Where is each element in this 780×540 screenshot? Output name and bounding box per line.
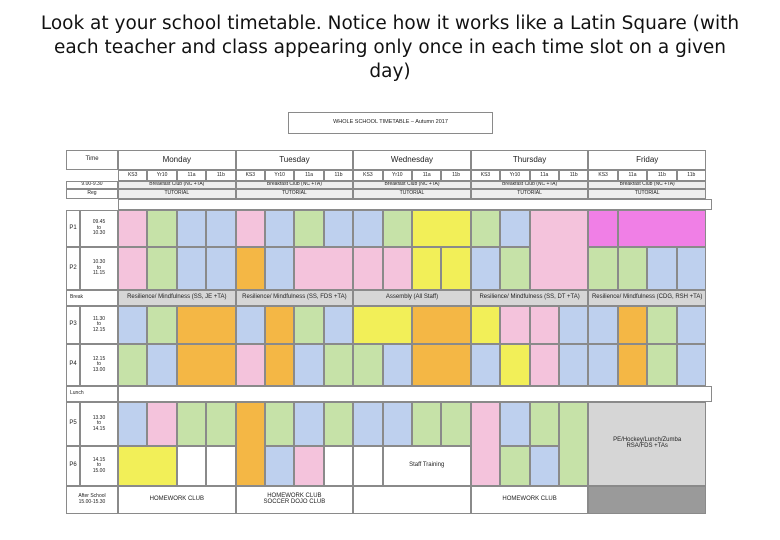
resilience-thursday: Resilience/ Mindfulness (SS, DT +TA)	[471, 290, 589, 306]
class-header: 11b	[441, 170, 470, 181]
class-header: KS3	[118, 170, 147, 181]
tutorial-cell: TUTORIAL	[353, 189, 471, 199]
lesson-block	[530, 446, 559, 486]
period-label-p2: P2	[66, 247, 80, 290]
lesson-block	[324, 344, 353, 386]
lesson-block	[500, 344, 529, 386]
breakfast-club-cell: Breakfast Club (NC +TA)	[588, 181, 706, 189]
lesson-block	[618, 210, 706, 247]
school-timetable	[66, 110, 712, 518]
day-header-wednesday: Wednesday	[353, 150, 471, 170]
homework-club-thursday: HOMEWORK CLUB	[471, 486, 589, 514]
day-header-tuesday: Tuesday	[236, 150, 354, 170]
lesson-block	[294, 210, 323, 247]
lesson-block	[265, 402, 294, 446]
class-header: 11b	[647, 170, 676, 181]
period-time-p6: 14.15 to 15.00	[80, 446, 118, 486]
class-header: 11a	[294, 170, 323, 181]
lesson-block	[441, 247, 470, 290]
lesson-block	[353, 402, 382, 446]
lesson-block	[471, 210, 500, 247]
period-label-p1: P1	[66, 210, 80, 247]
day-header-monday: Monday	[118, 150, 236, 170]
lesson-block	[677, 306, 706, 344]
lesson-block	[206, 247, 235, 290]
lesson-block	[647, 344, 676, 386]
lesson-block	[530, 344, 559, 386]
lesson-block	[500, 446, 529, 486]
empty-cell	[324, 446, 353, 486]
lesson-block	[177, 210, 206, 247]
lesson-block	[588, 344, 617, 386]
empty-cell	[353, 446, 382, 486]
lesson-block	[618, 306, 647, 344]
day-header-friday: Friday	[588, 150, 706, 170]
after-school-friday	[588, 486, 706, 514]
lesson-block	[383, 402, 412, 446]
class-header: 11a	[177, 170, 206, 181]
lesson-block	[118, 402, 147, 446]
after-school-wednesday	[353, 486, 471, 514]
lesson-block	[500, 247, 529, 290]
lesson-block	[500, 306, 529, 344]
empty-cell	[206, 446, 235, 486]
day-header-thursday: Thursday	[471, 150, 589, 170]
lesson-block	[265, 210, 294, 247]
lesson-block	[236, 344, 265, 386]
class-header: KS3	[471, 170, 500, 181]
lesson-block	[294, 344, 323, 386]
page-headline: Look at your school timetable. Notice how it works like a Latin Square (with each teacher and class appearing only once in each time slot on a given day)	[40, 13, 740, 82]
lesson-block	[147, 344, 176, 386]
resilience-monday: Resilience/ Mindfulness (SS, JE +TA)	[118, 290, 236, 306]
lesson-block	[265, 344, 294, 386]
class-header: 11a	[530, 170, 559, 181]
lesson-block	[677, 344, 706, 386]
class-header: 11a	[618, 170, 647, 181]
tutorial-cell: TUTORIAL	[588, 189, 706, 199]
reg-label: Reg	[66, 189, 118, 199]
resilience-tuesday: Resilience/ Mindfulness (SS, FDS +TA)	[236, 290, 354, 306]
lesson-block	[353, 344, 382, 386]
lesson-block	[647, 306, 676, 344]
friday-pe-block: PE/Hockey/Lunch/Zumba RSA/FDS +TAs	[588, 402, 706, 486]
lesson-block	[147, 210, 176, 247]
lesson-block	[147, 247, 176, 290]
lesson-block	[265, 306, 294, 344]
lesson-block	[530, 210, 589, 290]
lesson-block	[618, 344, 647, 386]
class-header: Yr10	[500, 170, 529, 181]
class-header: KS3	[236, 170, 265, 181]
lesson-block	[500, 210, 529, 247]
timetable-title: WHOLE SCHOOL TIMETABLE – Autumn 2017	[288, 112, 493, 134]
lesson-block	[177, 247, 206, 290]
lesson-block	[206, 210, 235, 247]
tutorial-cell: TUTORIAL	[118, 189, 236, 199]
lesson-block	[177, 306, 236, 344]
lesson-block	[412, 344, 471, 386]
lesson-block	[324, 210, 353, 247]
class-header: KS3	[588, 170, 617, 181]
homework-club-tuesday: HOMEWORK CLUB SOCCER DOJO CLUB	[236, 486, 354, 514]
lesson-block	[236, 247, 265, 290]
breakfast-club-cell: Breakfast Club (NC +TA)	[471, 181, 589, 189]
lesson-block	[471, 344, 500, 386]
lesson-block	[236, 306, 265, 344]
lesson-block	[265, 247, 294, 290]
lesson-block	[118, 247, 147, 290]
lesson-block	[530, 402, 559, 446]
period-time-p3: 11.30 to 12.15	[80, 306, 118, 344]
lesson-block	[588, 247, 617, 290]
tutorial-cell: TUTORIAL	[236, 189, 354, 199]
lesson-block	[412, 210, 471, 247]
lesson-block	[412, 306, 471, 344]
lesson-block	[588, 306, 617, 344]
lesson-block	[618, 247, 647, 290]
class-header: 11b	[324, 170, 353, 181]
lesson-block	[118, 344, 147, 386]
homework-club-monday: HOMEWORK CLUB	[118, 486, 236, 514]
lesson-block	[236, 210, 265, 247]
tutorial-cell: TUTORIAL	[471, 189, 589, 199]
lesson-block	[588, 210, 617, 247]
lesson-block	[177, 402, 206, 446]
lesson-block	[324, 306, 353, 344]
period-label-p4: P4	[66, 344, 80, 386]
lesson-block	[206, 402, 235, 446]
class-header: Yr10	[265, 170, 294, 181]
lesson-block	[147, 402, 176, 446]
lesson-block	[177, 344, 236, 386]
class-header: KS3	[353, 170, 382, 181]
lesson-block	[118, 210, 147, 247]
time-header: Time	[66, 150, 118, 170]
lesson-block	[559, 306, 588, 344]
lesson-block	[500, 402, 529, 446]
lesson-block	[353, 306, 412, 344]
class-header: 11b	[206, 170, 235, 181]
resilience-friday: Resilience/ Mindfulness (CDG, RSH +TA)	[588, 290, 706, 306]
period-time-p1: 09.45 to 10.30	[80, 210, 118, 247]
breakfast-club-cell: Breakfast Club (NC +TA)	[118, 181, 236, 189]
lesson-block	[530, 306, 559, 344]
assembly-wednesday: Assembly (All Staff)	[353, 290, 471, 306]
lesson-block	[383, 247, 412, 290]
class-header: 11b	[677, 170, 706, 181]
spacer-row	[118, 199, 712, 210]
after-school-label: After School 15.00-15.30	[66, 486, 118, 514]
period-time-p5: 13.30 to 14.15	[80, 402, 118, 446]
class-header: Yr10	[147, 170, 176, 181]
period-label-p6: P6	[66, 446, 80, 486]
empty-cell	[177, 446, 206, 486]
start-time: 9.00-9.30	[66, 181, 118, 189]
lesson-block	[471, 306, 500, 344]
lesson-block	[353, 210, 382, 247]
class-header: Yr10	[383, 170, 412, 181]
lesson-block	[677, 247, 706, 290]
lesson-block	[559, 402, 588, 486]
lesson-block	[383, 210, 412, 247]
lesson-block	[236, 402, 265, 486]
period-label-p3: P3	[66, 306, 80, 344]
period-time-p4: 12.15 to 13.00	[80, 344, 118, 386]
lesson-block	[118, 306, 147, 344]
lesson-block	[383, 344, 412, 386]
class-header: 11b	[559, 170, 588, 181]
lesson-block	[471, 247, 500, 290]
lesson-block	[118, 446, 177, 486]
lesson-block	[324, 402, 353, 446]
breakfast-club-cell: Breakfast Club (NC +TA)	[236, 181, 354, 189]
class-header: 11a	[412, 170, 441, 181]
lesson-block	[559, 344, 588, 386]
lesson-block	[471, 402, 500, 486]
lesson-block	[412, 402, 441, 446]
period-label-p5: P5	[66, 402, 80, 446]
lunch-row	[118, 386, 712, 402]
break-label: Break	[66, 290, 118, 306]
breakfast-club-cell: Breakfast Club (NC +TA)	[353, 181, 471, 189]
lesson-block	[294, 402, 323, 446]
lesson-block	[412, 247, 441, 290]
lesson-block	[353, 247, 382, 290]
lesson-block	[294, 306, 323, 344]
period-time-p2: 10.30 to 11.15	[80, 247, 118, 290]
lesson-block	[294, 247, 353, 290]
lesson-block	[147, 306, 176, 344]
lesson-block	[265, 446, 294, 486]
staff-training: Staff Training	[383, 446, 471, 486]
lesson-block	[294, 446, 323, 486]
lesson-block	[441, 402, 470, 446]
lesson-block	[647, 247, 676, 290]
lunch-label: Lunch	[66, 386, 118, 402]
